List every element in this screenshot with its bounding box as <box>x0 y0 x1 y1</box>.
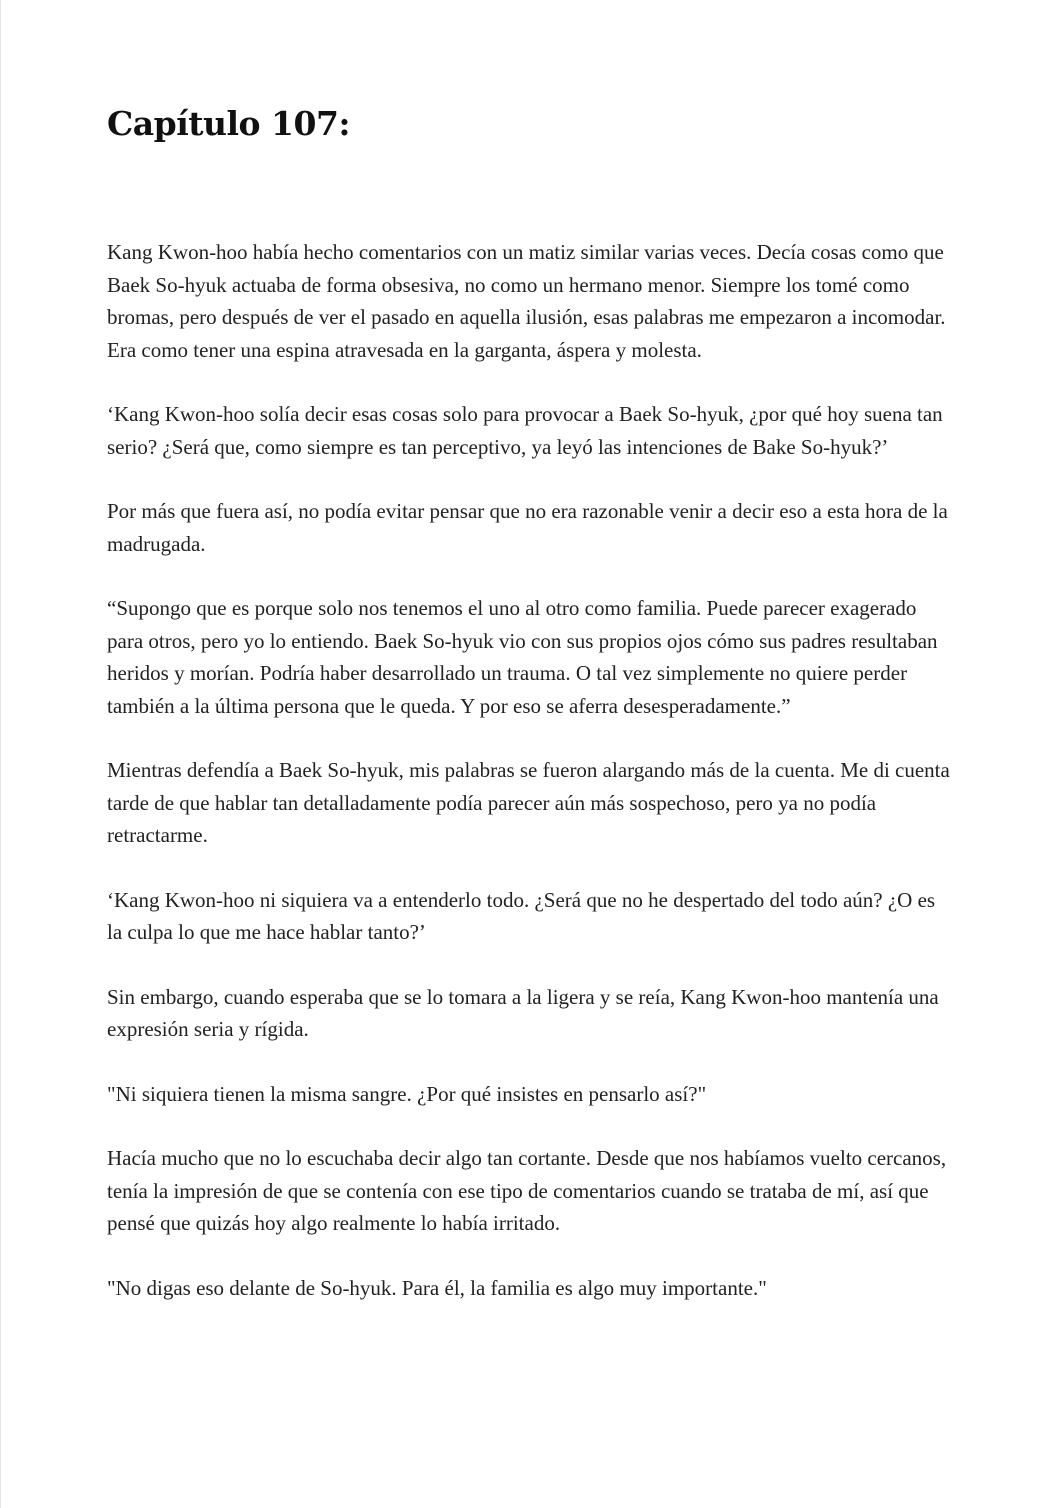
chapter-title: Capítulo 107: <box>107 104 351 143</box>
paragraph: “Supongo que es porque solo nos tenemos el uno al otro como familia. Puede parecer exagerado para otros, pero yo lo entiendo. Baek So-hyuk vio con sus propios ojos cómo sus padres resultaban heridos y morían. Podría haber desarrollado un trauma. O tal vez simplemente no quiere perder también a la última persona que le queda. Y por eso se aferra desesperadamente.” <box>107 596 938 718</box>
paragraph: ‘Kang Kwon-hoo solía decir esas cosas solo para provocar a Baek So-hyuk, ¿por qué hoy suena tan serio? ¿Será que, como siempre es tan perceptivo, ya leyó las intenciones de Bake So-hyuk?’ <box>107 402 943 459</box>
paragraph: Por más que fuera así, no podía evitar pensar que no era razonable venir a decir eso a esta hora de la madrugada. <box>107 499 948 556</box>
paragraph: ‘Kang Kwon-hoo ni siquiera va a entenderlo todo. ¿Será que no he despertado del todo aún? ¿O es la culpa lo que me hace hablar tanto?’ <box>107 887 936 944</box>
paragraph: Sin embargo, cuando esperaba que se lo tomara a la ligera y se reía, Kang Kwon-hoo mantenía una expresión seria y rígida. <box>107 984 939 1041</box>
paragraph: Hacía mucho que no lo escuchaba decir algo tan cortante. Desde que nos habíamos vuelto cercanos, tenía la impresión de que se contenía con ese tipo de comentarios cuando se trataba de mí, así que pensé que quizás hoy algo realmente lo había irritado. <box>107 1146 947 1235</box>
paragraph: "Ni siquiera tienen la misma sangre. ¿Por qué insistes en pensarlo así?" <box>107 1081 707 1106</box>
paragraph: "No digas eso delante de So-hyuk. Para él, la familia es algo muy importante." <box>107 1275 767 1300</box>
paragraph: Mientras defendía a Baek So-hyuk, mis palabras se fueron alargando más de la cuenta. Me di cuenta tarde de que hablar tan detalladamente podía parecer aún más sospechoso, pero ya no podía retractarme. <box>107 758 950 847</box>
chapter-body <box>107 236 953 1336</box>
paragraph: Kang Kwon-hoo había hecho comentarios con un matiz similar varias veces. Decía cosas como que Baek So-hyuk actuaba de forma obsesiva, no como un hermano menor. Siempre los tomé como bromas, pero después de ver el pasado en aquella ilusión, esas palabras me empezaron a incomodar. Era como tener una espina atravesada en la garganta, áspera y molesta. <box>107 240 946 362</box>
